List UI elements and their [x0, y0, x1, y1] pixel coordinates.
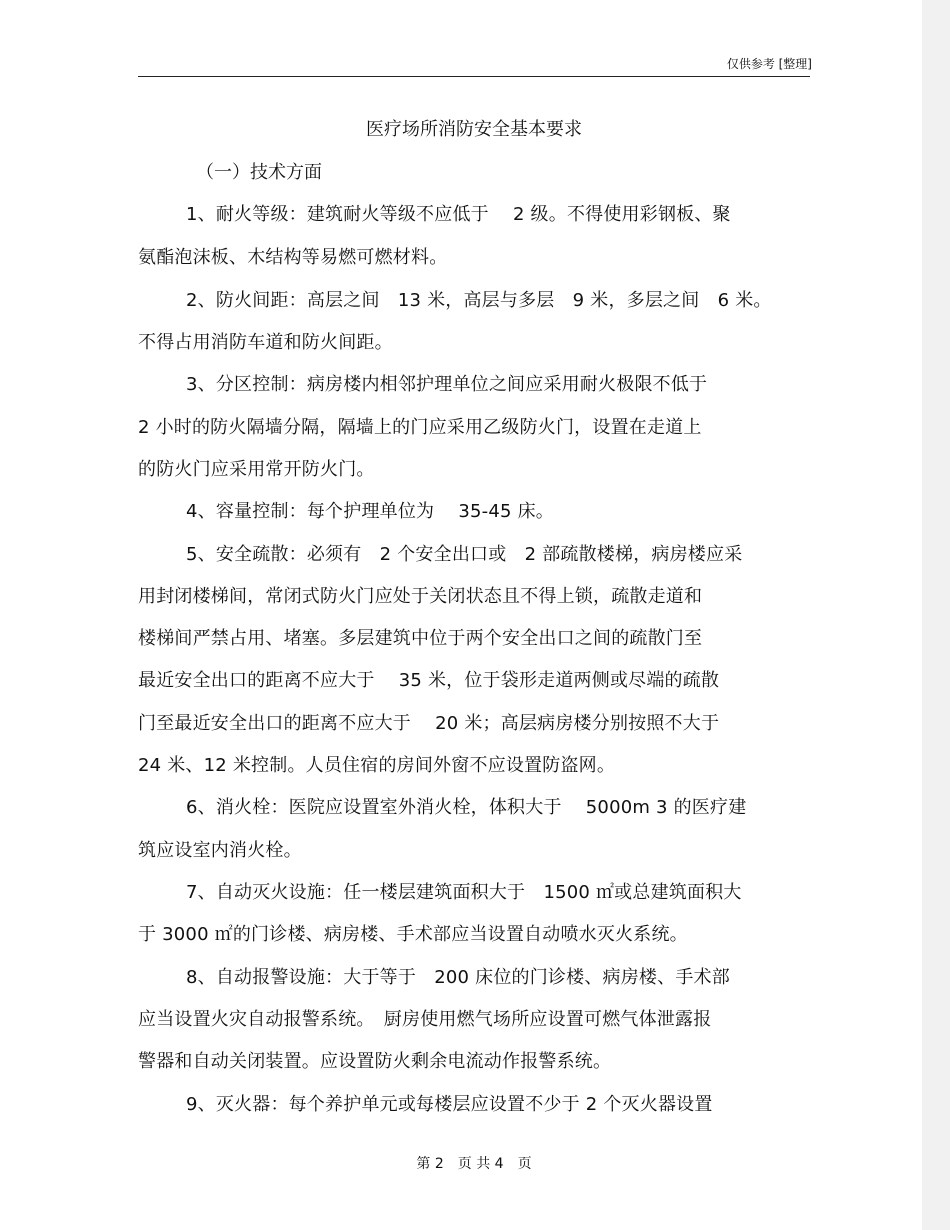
- paragraph-line: 门至最近安全出口的距离不应大于 20 米；高层病房楼分别按照不大于: [138, 713, 720, 734]
- paragraph-line: 应当设置火灾自动报警系统。 厨房使用燃气场所应设置可燃气体泄露报: [138, 1009, 712, 1030]
- paragraph-line: 楼梯间严禁占用、堵塞。多层建筑中位于两个安全出口之间的疏散门至: [138, 628, 703, 649]
- header-rule: [138, 76, 810, 77]
- paragraph-line: 的防火门应采用常开防火门。: [138, 459, 375, 480]
- paragraph-line: 氨酯泡沫板、木结构等易燃可燃材料。: [138, 247, 448, 268]
- paragraph-line: 6、消火栓：医院应设置室外消火栓，体积大于 5000m 3 的医疗建: [186, 797, 747, 818]
- page-footer: 第 2 页 共 4 页: [416, 1156, 532, 1172]
- page-header-text: 仅供参考 [整理]: [726, 57, 812, 71]
- paragraph-line: 5、安全疏散：必须有 2 个安全出口或 2 部疏散楼梯，病房楼应采: [186, 544, 743, 565]
- paragraph-line: 警器和自动关闭装置。应设置防火剩余电流动作报警系统。: [138, 1051, 612, 1072]
- paragraph-line: 不得占用消防车道和防火间距。: [138, 332, 393, 353]
- paragraph-line: 7、自动灭火设施：任一楼层建筑面积大于 1500 ㎡或总建筑面积大: [186, 882, 742, 903]
- paragraph-line: 9、灭火器：每个养护单元或每楼层应设置不少于 2 个灭火器设置: [186, 1094, 713, 1115]
- paragraph-line: 2、防火间距：高层之间 13 米，高层与多层 9 米，多层之间 6 米。: [186, 290, 772, 311]
- section-heading: （一）技术方面: [196, 162, 322, 183]
- paragraph-line: 1、耐火等级：建筑耐火等级不应低于 2 级。不得使用彩钢板、聚: [186, 204, 731, 225]
- paragraph-line: 于 3000 ㎡的门诊楼、病房楼、手术部应当设置自动喷水灭火系统。: [138, 924, 688, 945]
- paragraph-line: 24 米、12 米控制。人员住宿的房间外窗不应设置防盗网。: [138, 755, 616, 776]
- paragraph-line: 4、容量控制：每个护理单位为 35-45 床。: [186, 501, 554, 522]
- paragraph-line: 最近安全出口的距离不应大于 35 米，位于袋形走道两侧或尽端的疏散: [138, 670, 720, 691]
- paragraph-line: 筑应设室内消火栓。: [138, 840, 302, 861]
- document-title: 医疗场所消防安全基本要求: [366, 119, 582, 140]
- paragraph-line: 2 小时的防火隔墙分隔，隔墙上的门应采用乙级防火门，设置在走道上: [138, 417, 702, 438]
- paragraph-line: 用封闭楼梯间，常闭式防火门应处于关闭状态且不得上锁，疏散走道和: [138, 586, 703, 607]
- paragraph-line: 3、分区控制：病房楼内相邻护理单位之间应采用耐火极限不低于: [186, 374, 708, 395]
- paragraph-line: 8、自动报警设施：大于等于 200 床位的门诊楼、病房楼、手术部: [186, 967, 730, 988]
